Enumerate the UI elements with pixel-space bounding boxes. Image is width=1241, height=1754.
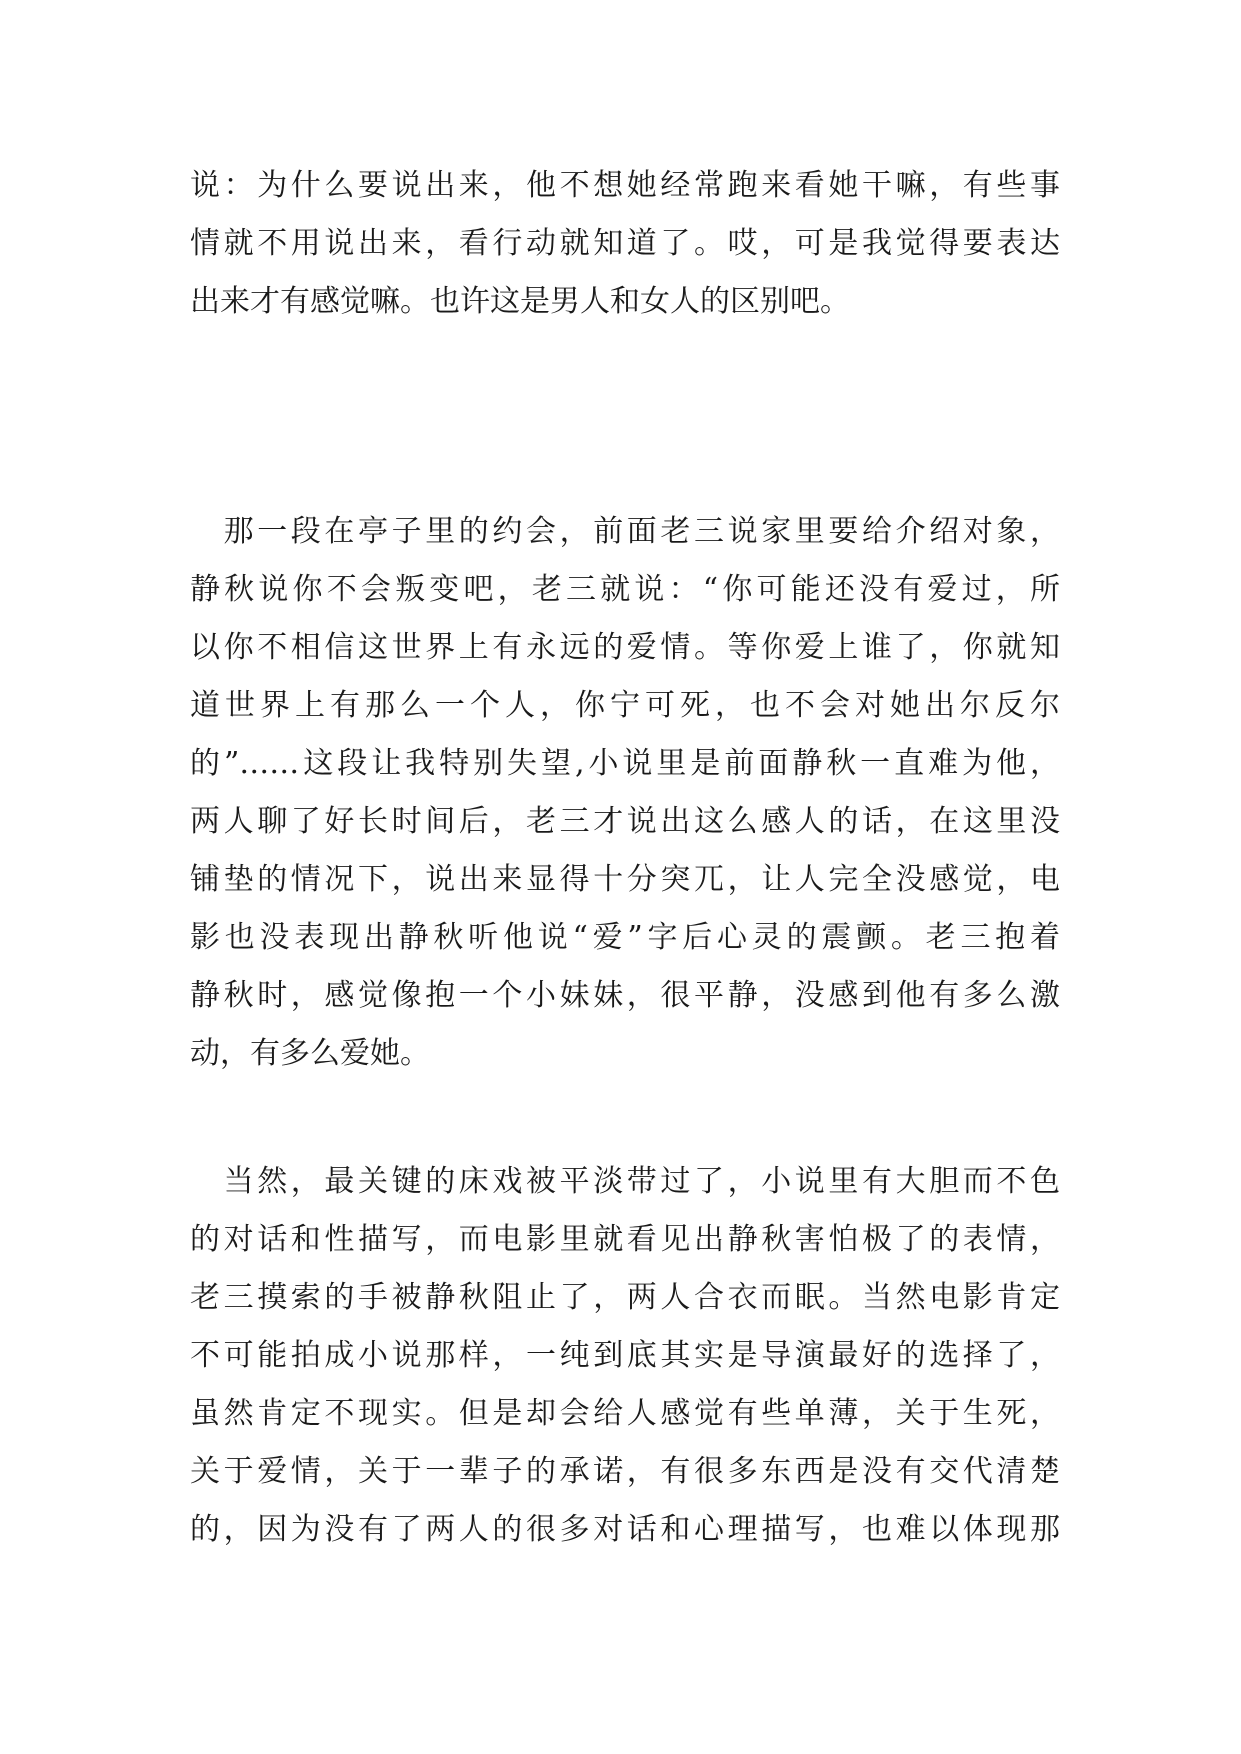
- paragraph-line: 静秋说你不会叛变吧，老三就说：“你可能还没有爱过，所: [190, 572, 1060, 607]
- paragraph-line: 动，有多么爱她。: [190, 1036, 430, 1071]
- paragraph-line: 的对话和性描写，而电影里就看见出静秋害怕极了的表情，: [190, 1222, 1060, 1257]
- paragraph-2: [190, 503, 1060, 1083]
- paragraph-line: 道世界上有那么一个人，你宁可死，也不会对她出尔反尔: [190, 688, 1060, 723]
- paragraph-line: 出来才有感觉嘛。也许这是男人和女人的区别吧。: [190, 284, 850, 319]
- paragraph-line: 那一段在亭子里的约会，前面老三说家里要给介绍对象，: [190, 514, 1060, 549]
- paragraph-line: 以你不相信这世界上有永远的爱情。等你爱上谁了，你就知: [190, 630, 1060, 665]
- paragraph-line: 当然，最关键的床戏被平淡带过了，小说里有大胆而不色: [190, 1164, 1060, 1199]
- paragraph-line: 静秋时，感觉像抱一个小妹妹，很平静，没感到他有多么激: [190, 978, 1060, 1013]
- paragraph-line: 铺垫的情况下，说出来显得十分突兀，让人完全没感觉，电: [190, 862, 1060, 897]
- paragraph-line: 影也没表现出静秋听他说“爱”字后心灵的震颤。老三抱着: [190, 920, 1060, 955]
- paragraph-line: 老三摸索的手被静秋阻止了，两人合衣而眠。当然电影肯定: [190, 1280, 1060, 1315]
- paragraph-3: [190, 1153, 1060, 1559]
- paragraph-line: 的”……这段让我特别失望,小说里是前面静秋一直难为他，: [190, 746, 1060, 781]
- paragraph-line: 两人聊了好长时间后，老三才说出这么感人的话，在这里没: [190, 804, 1060, 839]
- paragraph-line: 不可能拍成小说那样，一纯到底其实是导演最好的选择了，: [190, 1338, 1060, 1373]
- paragraph-line: 情就不用说出来，看行动就知道了。哎，可是我觉得要表达: [190, 226, 1060, 261]
- paragraph-line: 的，因为没有了两人的很多对话和心理描写，也难以体现那: [190, 1512, 1060, 1547]
- paragraph-line: 说：为什么要说出来，他不想她经常跑来看她干嘛，有些事: [190, 168, 1060, 203]
- paragraph-1: [190, 157, 1060, 331]
- paragraph-line: 虽然肯定不现实。但是却会给人感觉有些单薄，关于生死，: [190, 1396, 1060, 1431]
- paragraph-line: 关于爱情，关于一辈子的承诺，有很多东西是没有交代清楚: [190, 1454, 1060, 1489]
